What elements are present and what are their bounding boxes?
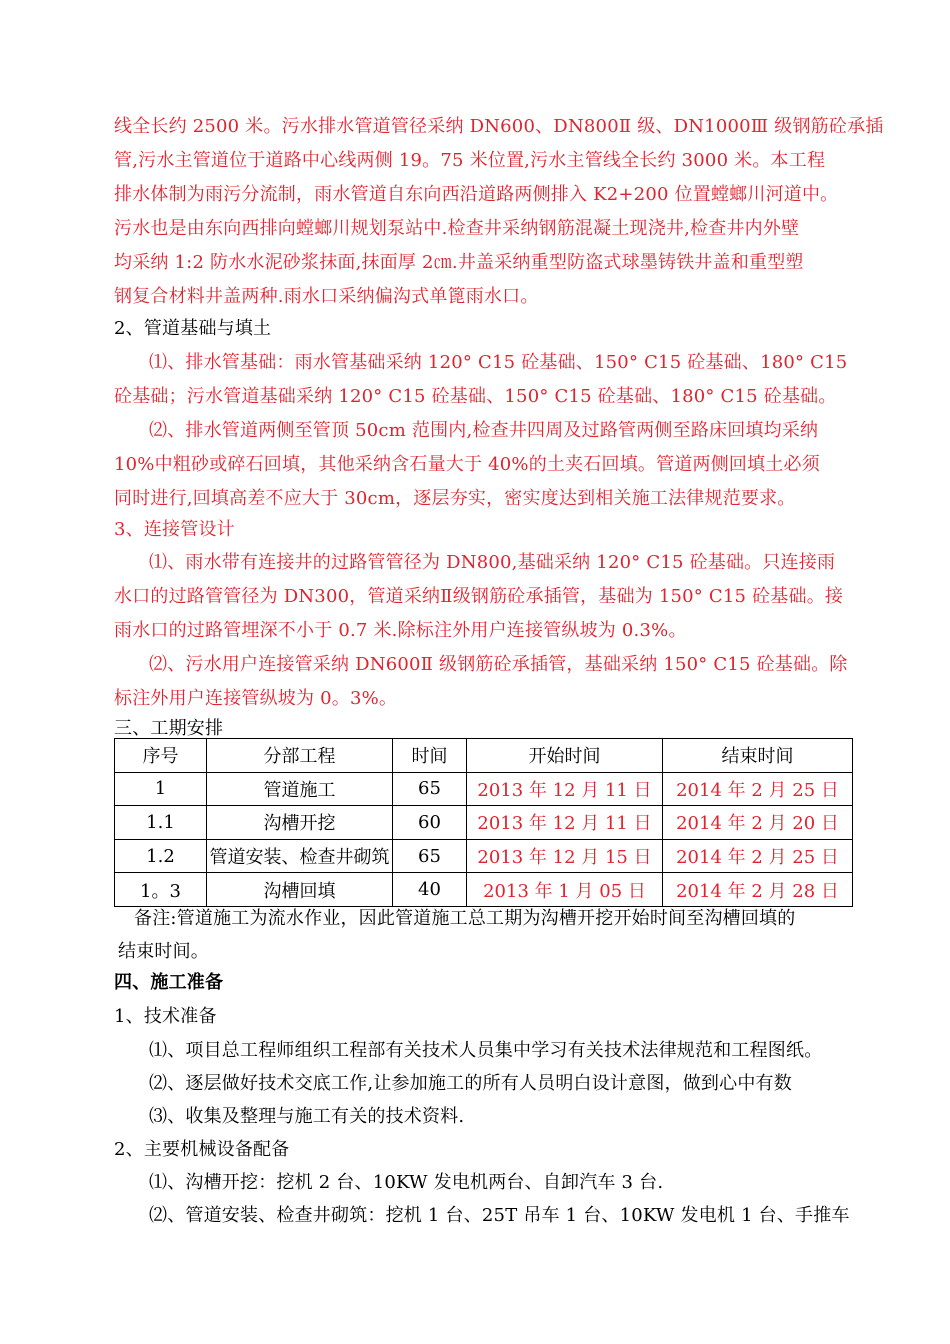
table-cell: 65 (393, 772, 467, 806)
table-cell: 2014 年 2 月 25 日 (663, 839, 853, 873)
text-line: 管,污水主管道位于道路中心线两侧 19。75 米位置,污水主管线全长约 3000 米。本工程 (114, 150, 826, 171)
section-heading: 3、连接管设计 (114, 519, 235, 540)
section-heading: 2、管道基础与填土 (114, 318, 272, 339)
table-cell: 沟槽回填 (207, 873, 393, 907)
table-row (115, 839, 853, 873)
text-line: ⑵、逐层做好技术交底工作,让参加施工的所有人员明白设计意图，做到心中有数 (149, 1073, 792, 1094)
header-cell: 时间 (393, 739, 467, 773)
table-cell: 1.2 (115, 839, 207, 873)
table-cell: 2014 年 2 月 20 日 (663, 806, 853, 840)
header-cell: 分部工程 (207, 739, 393, 773)
text-line: ⑵、排水管道两侧至管顶 50cm 范围内,检查井四周及过路管两侧至路床回填均采纳 (149, 420, 819, 441)
text-line: 排水体制为雨污分流制，雨水管道自东向西沿道路两侧排入 K2+200 位置螳螂川河道中。 (114, 184, 839, 205)
header-cell: 结束时间 (663, 739, 853, 773)
table-cell: 2014 年 2 月 25 日 (663, 772, 853, 806)
table-cell: 2013 年 12 月 11 日 (467, 772, 663, 806)
table-row (115, 873, 853, 907)
table-cell: 管道安装、检查井砌筑 (207, 839, 393, 873)
section-heading: 2、主要机械设备配备 (114, 1139, 290, 1160)
text-line: 钢复合材料井盖两种.雨水口采纳偏沟式单篦雨水口。 (114, 286, 539, 307)
schedule-table (114, 738, 853, 907)
text-line: ⑴、雨水带有连接井的过路管管径为 DN800,基础采纳 120° C15 砼基础。只连接雨 (149, 552, 836, 573)
section-heading: 四、施工准备 (114, 972, 224, 993)
section-heading: 1、技术准备 (114, 1006, 217, 1027)
text-line: ⑶、收集及整理与施工有关的技术资料. (149, 1106, 465, 1127)
text-line: 标注外用户连接管纵坡为 0。3%。 (114, 688, 398, 709)
table-cell: 1.1 (115, 806, 207, 840)
text-line: 水口的过路管管径为 DN300，管道采纳Ⅱ级钢筋砼承插管，基础为 150° C15 砼基础。接 (114, 586, 844, 607)
note-line: 备注:管道施工为流水作业，因此管道施工总工期为沟槽开挖开始时间至沟槽回填的 (134, 908, 796, 929)
text-line: ⑴、项目总工程师组织工程部有关技术人员集中学习有关技术法律规范和工程图纸。 (149, 1040, 823, 1061)
text-line: ⑵、污水用户连接管采纳 DN600Ⅱ 级钢筋砼承插管，基础采纳 150° C15 砼基础。除 (149, 654, 848, 675)
table-header-row (115, 739, 853, 773)
table-row (115, 806, 853, 840)
note-line: 结束时间。 (118, 941, 209, 962)
table-cell: 40 (393, 873, 467, 907)
table-row (115, 772, 853, 806)
table-cell: 65 (393, 839, 467, 873)
table-cell: 2013 年 12 月 15 日 (467, 839, 663, 873)
table-cell: 2013 年 1 月 05 日 (467, 873, 663, 907)
header-cell: 序号 (115, 739, 207, 773)
text-line: ⑵、管道安装、检查井砌筑：挖机 1 台、25T 吊车 1 台、10KW 发电机 1 台、手推车 (149, 1205, 850, 1226)
header-cell: 开始时间 (467, 739, 663, 773)
text-line: ⑴、排水管基础：雨水管基础采纳 120° C15 砼基础、150° C15 砼基础、180° C15 (149, 352, 848, 373)
table-cell: 沟槽开挖 (207, 806, 393, 840)
text-line: 10%中粗砂或碎石回填，其他采纳含石量大于 40%的土夹石回填。管道两侧回填土必须 (114, 454, 820, 475)
table-cell: 1 (115, 772, 207, 806)
table-cell: 60 (393, 806, 467, 840)
text-line: 同时进行,回填高差不应大于 30cm，逐层夯实，密实度达到相关施工法律规范要求。 (114, 488, 796, 509)
text-line: 雨水口的过路管埋深不小于 0.7 米.除标注外用户连接管纵坡为 0.3%。 (114, 620, 687, 641)
section-heading: 三、工期安排 (114, 718, 224, 739)
text-line: 砼基础；污水管道基础采纳 120° C15 砼基础、150° C15 砼基础、180° C15 砼基础。 (114, 386, 837, 407)
text-line: 线全长约 2500 米。污水排水管道管径采纳 DN600、DN800Ⅱ 级、DN1000Ⅲ 级钢筋砼承插 (114, 116, 884, 137)
table-cell: 2014 年 2 月 28 日 (663, 873, 853, 907)
table-cell: 1。3 (115, 873, 207, 907)
text-line: 污水也是由东向西排向螳螂川规划泵站中.检查井采纳钢筋混凝土现浇井,检查井内外壁 (114, 218, 800, 239)
text-line: ⑴、沟槽开挖：挖机 2 台、10KW 发电机两台、自卸汽车 3 台. (149, 1172, 664, 1193)
table-cell: 2013 年 12 月 11 日 (467, 806, 663, 840)
table-cell: 管道施工 (207, 772, 393, 806)
text-line: 均采纳 1:2 防水水泥砂浆抹面,抹面厚 2㎝.井盖采纳重型防盗式球墨铸铁井盖和重型塑 (114, 252, 804, 273)
